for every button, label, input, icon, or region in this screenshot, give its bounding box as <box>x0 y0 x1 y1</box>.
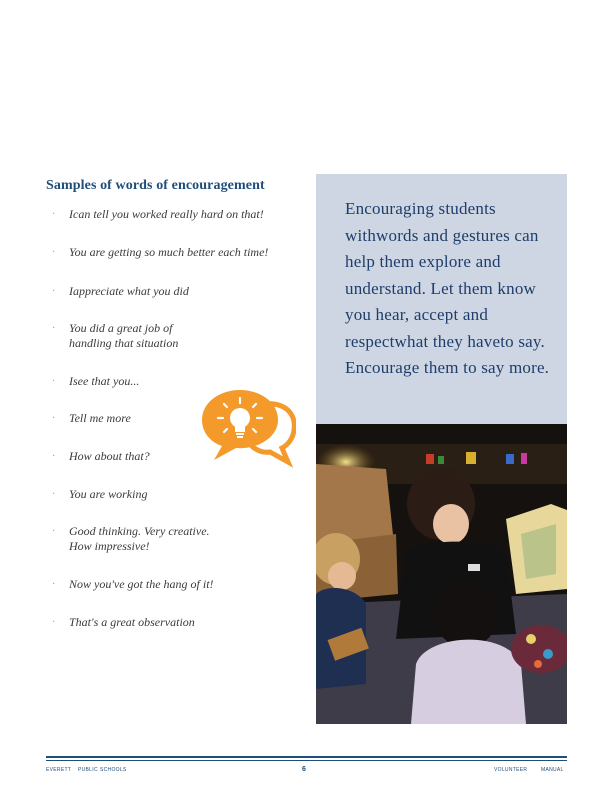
phrase-text: How about that? <box>69 449 150 463</box>
section-heading: Samples of words of encouragement <box>46 178 265 193</box>
bullet: · <box>52 617 56 628</box>
footer-org-word-2: PUBLIC <box>78 767 98 773</box>
phrase-text: Isee that you... <box>69 374 140 388</box>
bullet: · <box>52 209 56 220</box>
quote-text: Encouraging students withwords and gestures can help them explore and understand. Let them know you hear, accept and respectwhat they haveto say. Encourage them to say more. <box>345 199 550 377</box>
footer-org-word-1: EVERETT <box>46 767 72 773</box>
bullet: · <box>52 526 56 537</box>
bullet: · <box>52 489 56 500</box>
bullet: · <box>52 323 56 334</box>
bullet: · <box>52 247 56 258</box>
phrase-text: Iappreciate what you did <box>69 284 189 298</box>
lightbulb-speech-bubble-icon <box>196 386 296 468</box>
page-number: 6 <box>302 766 307 773</box>
phrase-text: You are getting so much better each time! <box>69 245 269 259</box>
phrase-text: Now you've got the hang of it! <box>69 577 214 591</box>
bullet: · <box>52 376 56 387</box>
footer-rule-thin <box>46 760 567 761</box>
phrase-text: That's a great observation <box>69 615 195 629</box>
bullet: · <box>52 579 56 590</box>
classroom-photo <box>316 424 567 724</box>
phrase-text: You are working <box>69 487 148 501</box>
footer-org-word-3: SCHOOLS <box>100 767 127 773</box>
phrase-text: Ican tell you worked really hard on that! <box>69 207 264 221</box>
quote-box <box>316 174 567 424</box>
footer-title-word-1: VOLUNTEER <box>494 767 528 773</box>
footer-title-word-2: MANUAL <box>541 767 564 773</box>
bullet: · <box>52 451 56 462</box>
phrase-text: You did a great job of handling that situation <box>69 321 179 350</box>
page-footer <box>46 767 567 779</box>
phrase-text: Tell me more <box>69 411 131 425</box>
footer-rule <box>46 756 567 758</box>
bullet: · <box>52 413 56 424</box>
bullet: · <box>52 286 56 297</box>
phrase-text: Good thinking. Very creative. How impressive! <box>69 524 210 553</box>
